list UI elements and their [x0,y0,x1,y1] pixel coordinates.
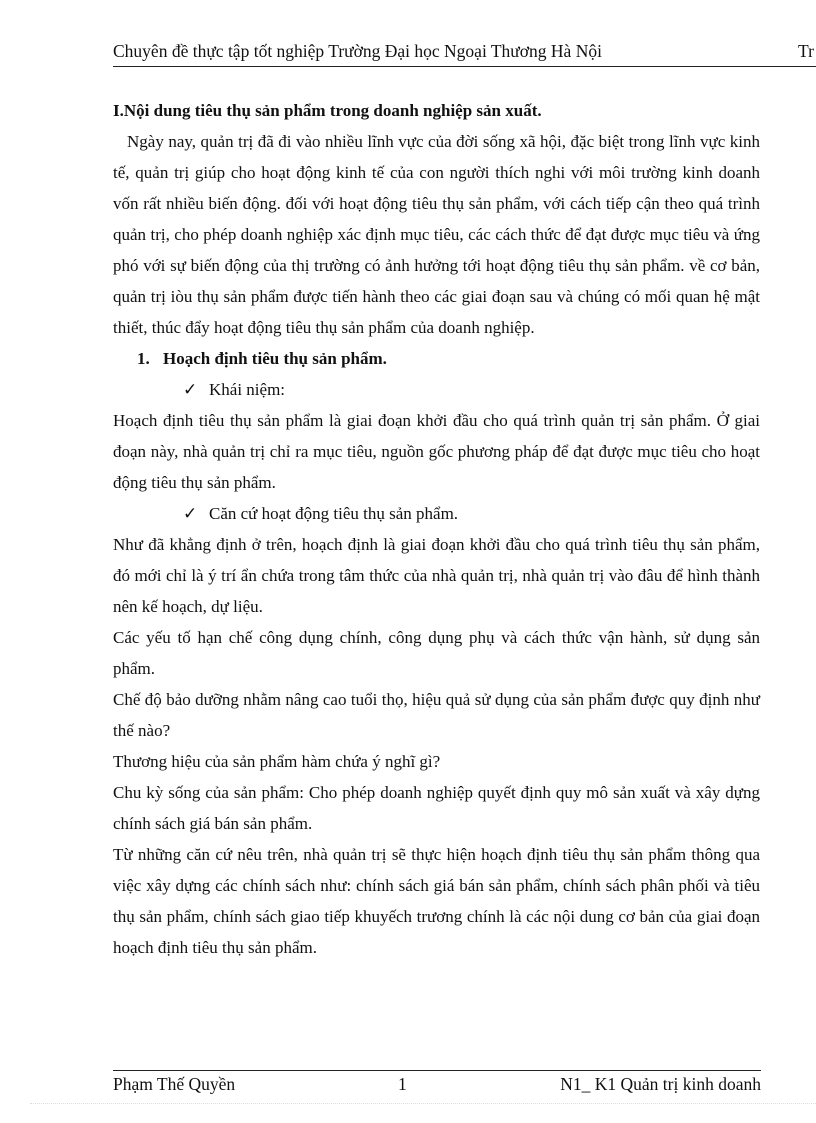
header-title: Chuyên đề thực tập tốt nghiệp Trường Đại học Ngoại Thương Hà Nội [113,41,602,61]
body-paragraph: Từ những căn cứ nêu trên, nhà quản trị sẽ thực hiện hoạch định tiêu thụ sản phẩm thông qua việc xây dựng các chính sách như: chính sách giá bán sản phẩm, chính sách phân phối và tiêu thụ sản phẩm, chính sách giao tiếp khuyếch trương chính là các nội dung cơ bản của giai đoạn hoạch định tiêu thụ sản phẩm. [113,845,760,957]
page-edge-divider [30,1103,816,1104]
document-body [113,95,760,963]
page-number: 1 [398,1074,407,1094]
body-paragraph: Các yếu tố hạn chế công dụng chính, công dụng phụ và cách thức vận hành, sử dụng sản phẩm. [113,628,760,678]
checkmark-icon: ✓ [183,504,198,523]
checkmark-icon: ✓ [183,380,198,399]
section-title: I.Nội dung tiêu thụ sản phẩm trong doanh nghiệp sản xuất. [113,101,542,120]
body-paragraph: Chế độ bảo dưỡng nhằm nâng cao tuổi thọ, hiệu quả sử dụng của sản phẩm được quy định như thế nào? [113,690,760,740]
footer-author: Phạm Thế Quyền [113,1074,236,1094]
subsection-heading [113,343,760,374]
subsection-title: Hoạch định tiêu thụ sản phẩm. [163,349,387,368]
header-right-text: Tr [798,41,814,61]
subsection-number: 1. [137,349,150,368]
page-header [113,38,816,67]
footer-department: N1_ K1 Quản trị kinh doanh [560,1074,761,1094]
page-footer [113,1070,761,1099]
check-item-definition [113,374,760,405]
intro-paragraph: Ngày nay, quản trị đã đi vào nhiều lĩnh vực của đời sống xã hội, đặc biệt trong lĩnh vực kinh tế, quản trị giúp cho hoạt động kinh tế của con người thích nghi với môi trường kinh doanh vốn rất nhiều biến động. đối với hoạt động tiêu thụ sản phẩm, với cách tiếp cận theo quá trình quản trị, cho phép doanh nghiệp xác định mục tiêu, các cách thức để đạt được mục tiêu và ứng phó với sự biến động của thị trường có ảnh hưởng tới hoạt động tiêu thụ sản phẩm. về cơ bản, quản trị iòu thụ sản phẩm được tiến hành theo các giai đoạn sau và chúng có mối quan hệ mật thiết, thúc đẩy hoạt động tiêu thụ sản phẩm của doanh nghiệp. [113,132,760,337]
definition-paragraph: Hoạch định tiêu thụ sản phẩm là giai đoạn khởi đầu cho quá trình quản trị sản phẩm. Ở giai đoạn này, nhà quản trị chỉ ra mục tiêu, nguồn gốc phương pháp để đạt được mục tiêu cho hoạt động tiêu thụ sản phẩm. [113,411,760,492]
check-item-basis [113,498,760,529]
check-item-label: Khái niệm: [209,380,286,399]
check-item-label: Căn cứ hoạt động tiêu thụ sản phẩm. [209,504,459,523]
body-paragraph: Như đã khẳng định ở trên, hoạch định là giai đoạn khởi đầu cho quá trình tiêu thụ sản phẩm, đó mới chỉ là ý trí ẩn chứa trong tâm thức của nhà quản trị, nhà quản trị vào đâu để hình thành nên kế hoạch, dự liệu. [113,535,760,616]
body-paragraph: Chu kỳ sống của sản phẩm: Cho phép doanh nghiệp quyết định quy mô sản xuất và xây dựng chính sách giá bán sản phẩm. [113,783,760,833]
body-paragraph: Thương hiệu của sản phẩm hàm chứa ý nghĩ gì? [113,752,441,771]
